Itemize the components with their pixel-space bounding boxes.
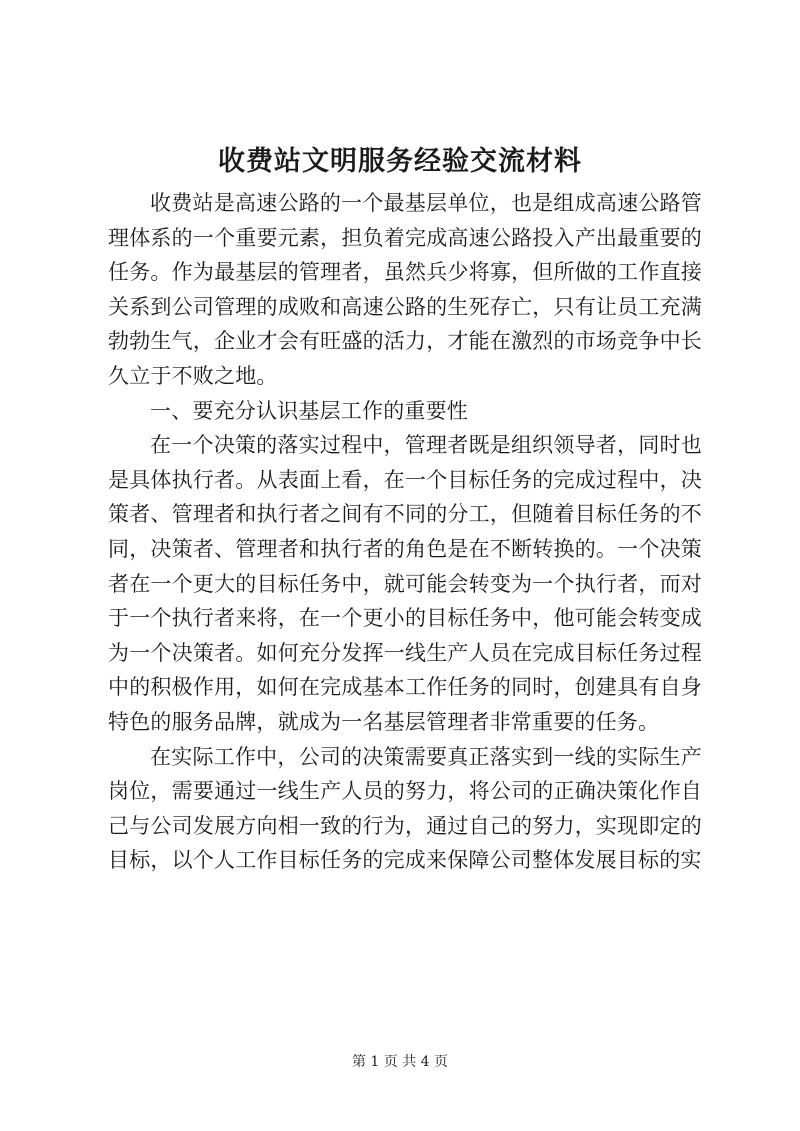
document-body [108,186,702,878]
paragraph-decision: 在一个决策的落实过程中，管理者既是组织领导者，同时也是具体执行者。从表面上看，在一个目标任务的完成过程中，决策者、管理者和执行者之间有不同的分工，但随着目标任务的不同，决策者、管理者和执行者的角色是在不断转换的。一个决策者在一个更大的目标任务中，就可能会转变为一个执行者，而对于一个执行者来将，在一个更小的目标任务中，他可能会转变成为一个决策者。如何充分发挥一线生产人员在完成目标任务过程中的积极作用，如何在完成基本工作任务的同时，创建具有自身特色的服务品牌，就成为一名基层管理者非常重要的任务。 [108,433,702,734]
paragraph-intro: 收费站是高速公路的一个最基层单位，也是组成高速公路管理体系的一个重要元素，担负着完成高速公路投入产出最重要的任务。作为最基层的管理者，虽然兵少将寡，但所做的工作直接关系到公司管理的成败和高速公路的生死存亡，只有让员工充满勃勃生气，企业才会有旺盛的活力，才能在激烈的市场竞争中长久立于不败之地。 [108,191,702,388]
section-heading: 一、要充分认识基层工作的重要性 [150,398,468,423]
document-title: 收费站文明服务经验交流材料 [218,146,582,177]
page-footer: 第 1 页 共 4 页 [351,1054,449,1070]
paragraph-practice: 在实际工作中，公司的决策需要真正落实到一线的实际生产岗位，需要通过一线生产人员的努力，将公司的正确决策化作自己与公司发展方向相一致的行为，通过自己的努力，实现即定的目标，以个人工作目标任务的完成来保障公司整体发展目标的实 [108,744,702,873]
